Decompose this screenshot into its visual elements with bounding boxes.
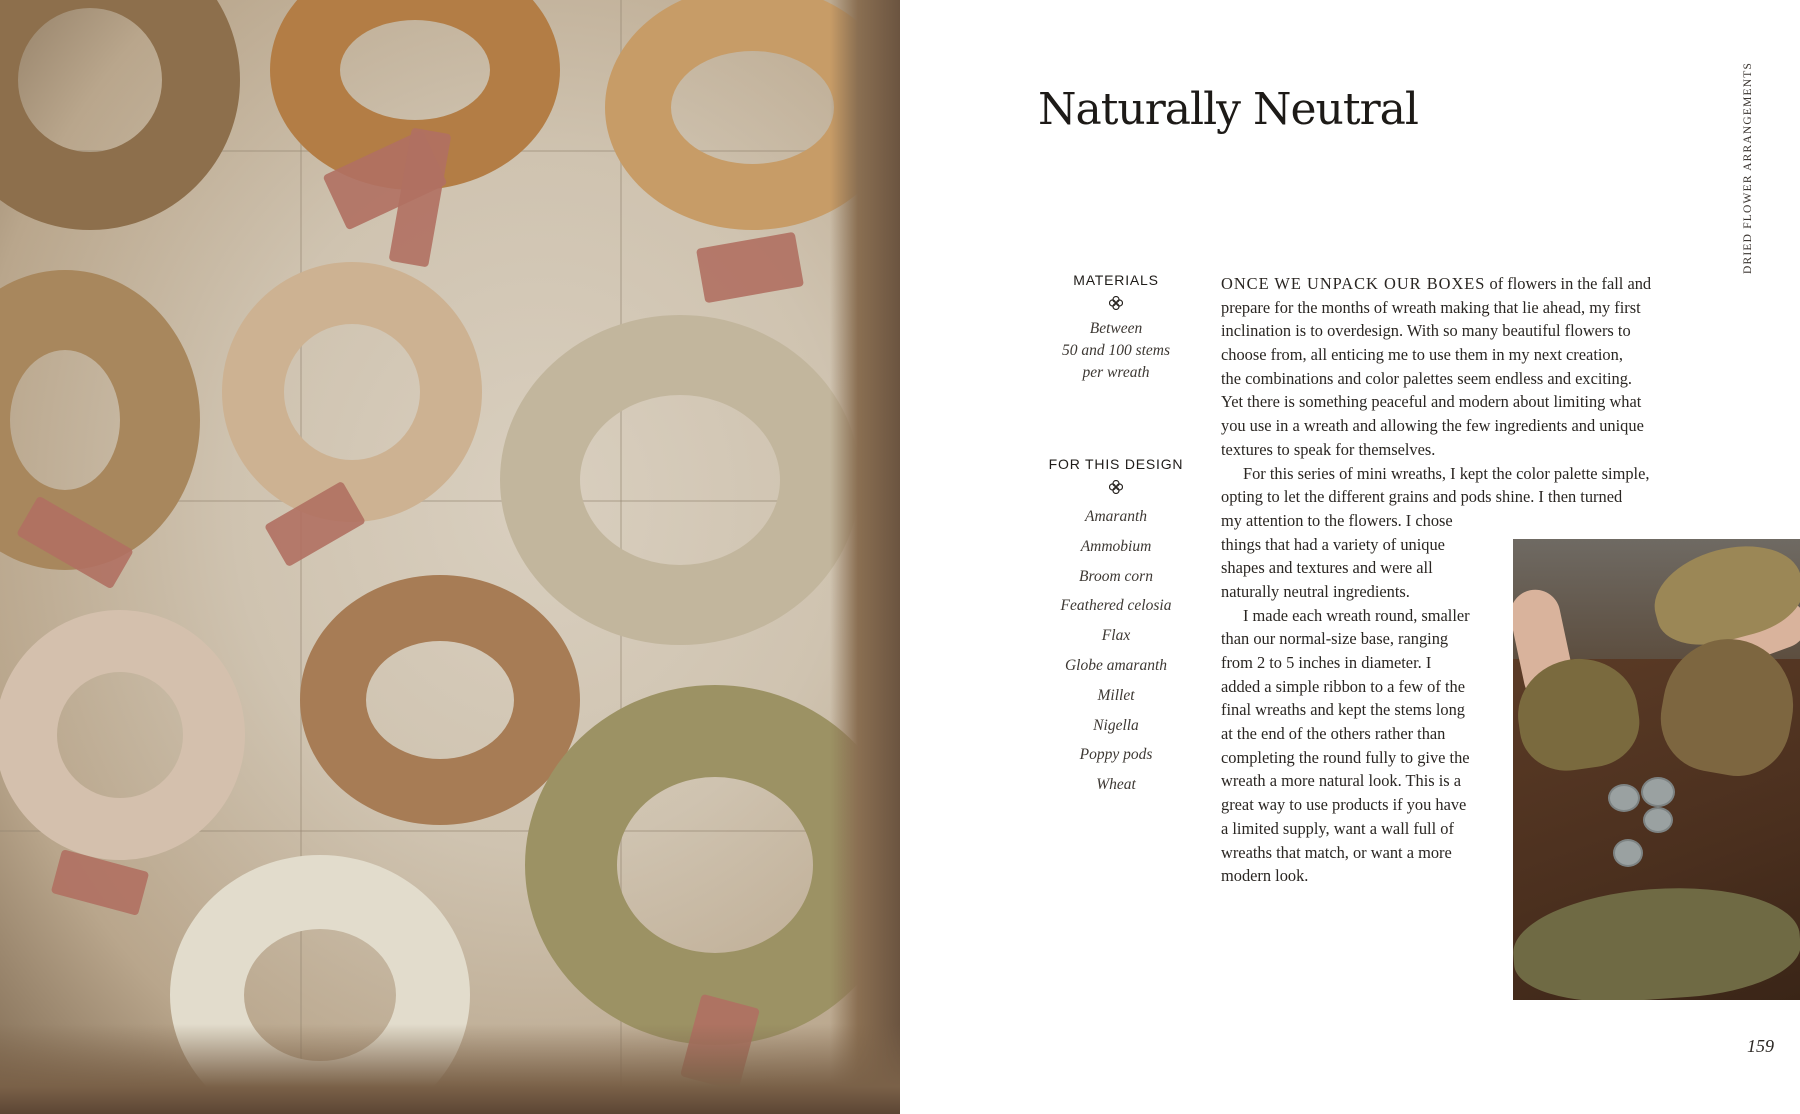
body-line: completing the round fully to give the — [1221, 747, 1470, 767]
body-line: you use in a wreath and allowing the few ingredients and unique — [1221, 416, 1644, 436]
materials-block — [1036, 272, 1196, 442]
page-title: Naturally Neutral — [1038, 84, 1418, 135]
ingredient-item: Globe amaranth — [1064, 656, 1168, 674]
poppy-pod — [1643, 807, 1673, 833]
body-line: added a simple ribbon to a few of the — [1221, 676, 1465, 696]
materials-heading: MATERIALS — [1073, 272, 1159, 288]
ingredient-item: Ammobium — [1080, 537, 1152, 555]
wood-table-edge — [830, 0, 900, 1114]
body-line: final wreaths and kept the stems long — [1221, 700, 1465, 720]
body-line: my attention to the flowers. I chose — [1221, 510, 1453, 530]
materials-line: per wreath — [1082, 364, 1150, 381]
body-line: wreath a more natural look. This is a — [1221, 771, 1462, 791]
body-line: great way to use products if you have — [1221, 795, 1467, 815]
materials-line: 50 and 100 stems — [1061, 342, 1171, 359]
body-line: prepare for the months of wreath making that lie ahead, my first — [1221, 297, 1641, 317]
running-head: DRIED FLOWER ARRANGEMENTS — [1742, 61, 1754, 275]
body-line: textures to speak for themselves. — [1221, 439, 1436, 459]
materials-sidebar — [1036, 272, 1196, 800]
lead-in: ONCE WE UNPACK OUR BOXES — [1221, 274, 1486, 293]
poppy-pod — [1613, 839, 1643, 867]
ingredient-item: Amaranth — [1085, 508, 1147, 525]
wreath-broom-corn — [300, 575, 580, 825]
body-line: the combinations and color palettes seem endless and exciting. — [1221, 368, 1633, 388]
inset-photo — [1513, 539, 1800, 1000]
ingredient-item: Flax — [1101, 627, 1131, 645]
body-line: shapes and textures and were all — [1221, 558, 1433, 578]
body-line: I made each wreath round, smaller — [1243, 605, 1470, 625]
wreath-poppy-pods — [222, 262, 482, 522]
flower-ornament-icon — [1109, 296, 1123, 310]
ribbon — [696, 232, 804, 304]
materials-line: Between — [1089, 320, 1143, 337]
wreath-feathered-celosia — [500, 315, 860, 645]
ingredient-item: Broom corn — [1079, 567, 1153, 585]
body-line: naturally neutral ingredients. — [1221, 581, 1410, 601]
body-line: things that had a variety of unique — [1221, 534, 1445, 554]
flower-ornament-icon — [1109, 480, 1123, 494]
ingredient-list — [1036, 502, 1196, 800]
design-heading: FOR THIS DESIGN — [1048, 456, 1184, 472]
body-line: choose from, all enticing me to use them in my next creation, — [1221, 345, 1623, 365]
body-line: a limited supply, want a wall full of — [1221, 818, 1454, 838]
ingredient-item: Millet — [1097, 686, 1135, 704]
body-line: modern look. — [1221, 866, 1309, 886]
ingredient-item: Nigella — [1093, 716, 1139, 734]
wreath-globe-amaranth — [0, 610, 245, 860]
body-line: inclination is to overdesign. With so many beautiful flowers to — [1221, 321, 1631, 341]
ingredient-item: Poppy pods — [1079, 746, 1153, 764]
ingredient-item: Wheat — [1096, 776, 1136, 794]
poppy-pod — [1641, 777, 1675, 807]
body-line: at the end of the others rather than — [1221, 724, 1446, 744]
ingredient-item: Feathered celosia — [1060, 597, 1172, 615]
body-line: than our normal-size base, ranging — [1221, 629, 1449, 649]
body-line-text: of flowers in the fall and — [1485, 274, 1652, 293]
page-number: 159 — [1747, 1036, 1774, 1056]
body-line: For this series of mini wreaths, I kept the color palette simple, — [1243, 463, 1650, 483]
wreath-grass — [0, 0, 240, 230]
design-block — [1036, 456, 1196, 800]
body-line: from 2 to 5 inches in diameter. I — [1221, 653, 1432, 672]
body-line: wreaths that match, or want a more — [1221, 842, 1452, 862]
body-line: opting to let the different grains and pods shine. I then turned — [1221, 487, 1623, 507]
body-line — [1221, 272, 1669, 296]
poppy-pod — [1608, 784, 1640, 812]
body-line: Yet there is something peaceful and modern about limiting what — [1221, 392, 1642, 412]
wood-table-bottom — [0, 1024, 900, 1114]
